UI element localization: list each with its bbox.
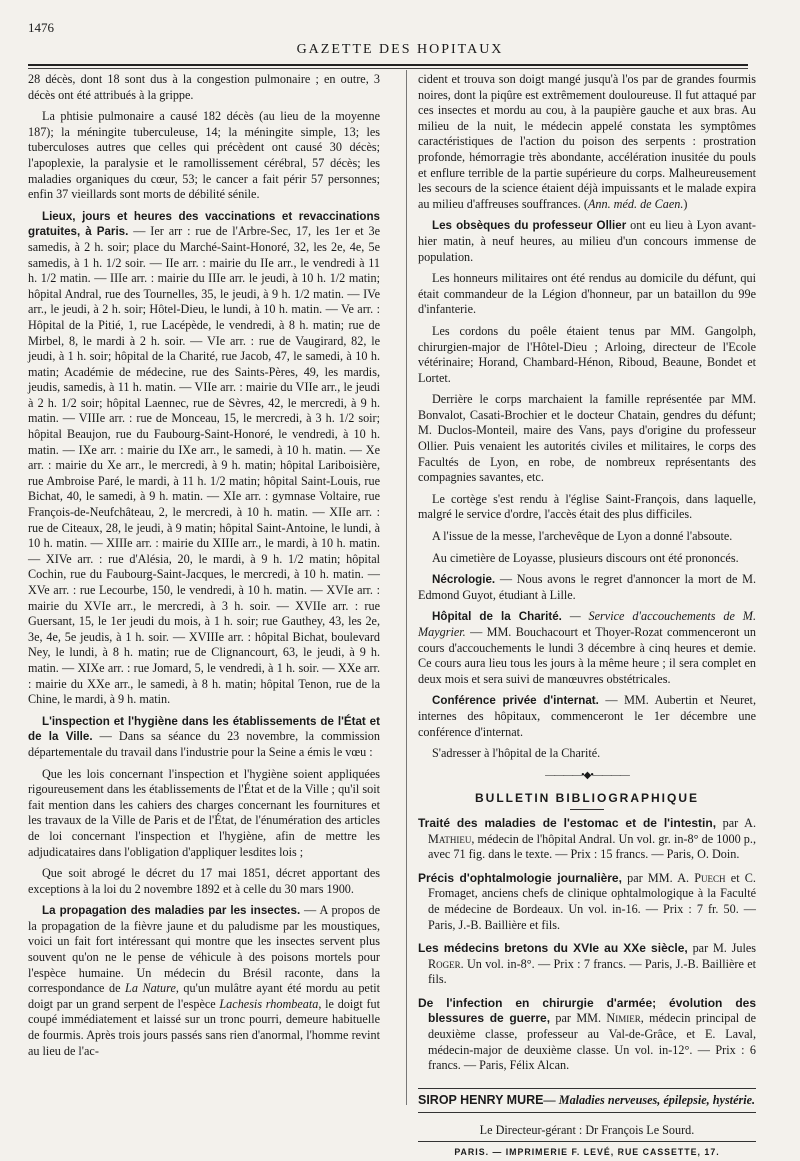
inspection-body: — Dans sa séance du 23 novembre, la commission départementale du travail dans l'industrie pour la Seine a émis le vœu : [28, 729, 380, 759]
necrology-body: — Nous avons le regret d'annoncer la mort de M. Edmond Guyot, étudiant à Lille. [418, 572, 756, 602]
magazine-title: La Nature [125, 981, 176, 996]
inspection-article [28, 714, 380, 761]
bib-text: par MM. A. [621, 870, 695, 885]
insects-article [28, 903, 380, 1059]
bib-title: Les médecins bretons du XVIe au XXe siècle, [418, 941, 688, 956]
ollier-paragraph-5: Le cortège s'est rendu à l'église Saint-François, dans laquelle, malgré le service d'ordre, l'accès était des plus difficiles. [418, 491, 756, 522]
ollier-paragraph-3: Les cordons du poêle étaient tenus par MM. Gangolph, chirurgien-major de l'Hôtel-Dieu ; Arloing, directeur de l'Ecole vétérinaire; Horand, Chambard-Hénon, Riboud, Beaune, Bondet et Lortet. [418, 323, 756, 385]
page-number: 1476 [28, 20, 54, 35]
insects-continuation [418, 72, 756, 212]
mortality-paragraph: 28 décès, dont 18 sont dus à la congestion pulmonaire ; en outre, 3 décès ont été attribués à la grippe. [28, 72, 380, 102]
tuberculosis-paragraph: La phtisie pulmonaire a causé 182 décès (au lieu de la moyenne 187); la méningite tuberculeuse, 14; la méningite simple, 13; les tuberculoses autres que celles qui précèdent ont causé 30 décès; l'apoplexie, la paralysie et le ramollissement cérébral, 57 décès; les maladies organiques du cœur, 53; le cancer a fait périr 57 personnes; enfin 37 vieillards sont morts de débilité sénile. [28, 109, 380, 202]
ollier-body: ont eu lieu à Lyon avant-hier matin, à neuf heures, au milieu d'un concours immense de population. [418, 218, 756, 264]
vaccination-body: — Ier arr : rue de l'Arbre-Sec, 17, les 1er et 3e samedis, à 2 h. soir; place du Marché-Saint-Honoré, 32, les 2e, 4e, 5e samedis, à 1 h. 1/2 soir. — IIe arr. : mairie du IIe arr., le vendredi à 11 h. 1/2 matin. — IIIe arr. : mairie du IIIe arr. le jeudi, à 10 h. 1/2 matin; hôpital Andral, rue des Tournelles, 35, le jeudi, à 9 h. 1/2 matin. — IVe arr., le jeudi, à 2 h. soir; Hôtel-Dieu, le lundi, à 10 h. matin. — Ve arr. : Hôpital de la Pitié, 1, rue Lacépède, le vendredi, à 8 h. matin; rue de Mirbel, 8, le mardi à 2 h. soir. — VIe arr. : rue de Vaugirard, 82, le jeudi, à 1 h. soir; hôpital de la Charité, rue Jacob, 47, le samedi, à 10 h. matin; Académie de médecine, rue des Saints-Pères, 49, les mardis, jeudis, samedis, à 11 h. matin. — VIIe arr. : mairie du VIIe arr., le jeudi à 2 h. 1/2 soir; hôpital Laennec, rue de Sèvres, 42, le mercredi, à 9 h. matin. — VIIIe arr. : rue de Monceau, 15, le mercredi, à 3 h. 1/2 soir; hôpital Beaujon, rue du Faubourg-Saint-Honoré, le vendredi, à 10 h. matin. — IXe arr. : mairie du IXe arr., le samedi, à 10 h. matin. — Xe arr. : mairie du Xe arr., le mercredi, à 9 h. matin; hôpital Lariboisière, rue Ambroise Paré, le mardi, à 11 h. 1/2 matin; hôpital Saint-Louis, rue Bichat, 40, le samedi, à 9 h. matin. — XIe arr. : gymnase Voltaire, rue François-de-Neufchâteau, 2, le mercredi, à 10 h. matin. — XIIe arr. : rue de Citeaux, 28, le jeudi, à 9 matin; hôpital Saint-Antoine, le lundi, à 10 h. matin. — XIIIe arr. : mairie du XIIIe arr., le mardi, à 10 h. matin. — XIVe arr. : rue d'Alésia, 20, le mardi, à 9 h. 1/2 matin; hôpital Cochin, rue du Faubourg-Saint-Jacques, le mercredi, à 10 h. matin. — XVe arr. : rue Lecourbe, 150, le vendredi, à 10 h. matin. — XVIe arr. : mairie du XVIe arr., le mercredi, à 3 h. soir. — XVIIe arr. : rue Guersant, 15, le 1er jeudi du mois, à 1 h. soir; rue Gauthey, 43, les 2e, 3e, 4e, 5e jeudis, à 1 h. soir. — XVIIIe arr. : hôpital Bichat, boulevard Ney, le lundi, à 8 h. matin; rue de Clignancourt, 63, le jeudi, à 9 h. matin. — XIXe arr. : rue Jomard, 5, le vendredi, à 1 h. soir. — XXe arr. : mairie du XXe arr., le samedi, à 8 h. matin; hôpital Tenon, rue de la Chine, le mardi, à 9 h. matin. [28, 224, 381, 707]
continuation-text: cident et trouva son doigt mangé jusqu'à l'os par de grandes fourmis noires, dont la piqûre est extrêmement douloureuse. Il fut attaqué par ces insectes et mordu au cou, à la paupière gauche et aux bras. Au milieu de la nuit, le médecin appelé constata les symptômes caractéristiques de l'action du poison des serpents : prostration profonde, hémorragie très abondante, accélération inusitée du pouls et enflure terrible de la partie supérieure du corps. Malheureusement les secours de la science étaient déjà impuissants et le malade expira au milieu d'affreuses souffrances. ( [418, 72, 756, 211]
insects-body-2: , qu'un mulâtre ayant été mordu au petit doigt par un grand serpent de l'espèce [28, 981, 380, 1011]
bib-author: Roger [428, 956, 461, 971]
citation-close: ) [683, 196, 688, 211]
ornament-divider: ————•◆•———— [545, 769, 629, 781]
ollier-paragraph-2: Les honneurs militaires ont été rendus au domicile du défunt, qui était commandeur de la Légion d'honneur, par un bataillon du 99e d'infanterie. [418, 271, 756, 317]
insects-body: — A propos de la propagation de la fièvre jaune et du paludisme par les moustiques, voici un fait fort intéressant qui montre que les insectes servent plus souvent qu'on ne le pense de véhicule à des poisons mortels pour l'espèce humaine. Un médecin du Brésil raconte, dans la correspondance de [28, 903, 380, 996]
insects-heading: La propagation des maladies par les insectes. [42, 904, 301, 918]
bulletin-title: BULLETIN BIBLIOGRAPHIQUE [475, 791, 699, 806]
bib-author: Puech [694, 870, 726, 885]
conference-paragraph-2: S'adresser à l'hôpital de la Charité. [432, 746, 601, 761]
vaccination-heading: Lieux, jours et heures des vaccinations et revaccinations gratuites, à Paris. [28, 209, 380, 239]
charite-body: — MM. Bouchacourt et Thoyer-Rozat commenceront un cours d'accouchements le lundi 3 décembre à cinq heures et demie. Ce cours aura lieu tous les jours à la même heure ; il sera complet en deux mois et sera suivi de manœuvres obstétricales. [418, 625, 756, 686]
inspection-paragraph-3: Que soit abrogé le décret du 17 mai 1851, décret apportant des exceptions à la loi du 2 novembre 1892 et à celle du 30 mars 1900. [28, 866, 380, 896]
sirop-tagline: — Maladies nerveuses, épilepsie, hystérie. [543, 1092, 756, 1107]
bib-title: Précis d'ophtalmologie journalière, [418, 870, 622, 885]
bulletin-rule [570, 809, 604, 810]
ollier-article [418, 218, 756, 265]
journal-title: GAZETTE DES HOPITAUX [296, 42, 504, 57]
citation: Ann. méd. de Caen. [587, 196, 684, 211]
charite-article [418, 609, 756, 687]
column-divider [406, 70, 407, 1105]
ollier-paragraph-7: Au cimetière de Loyasse, plusieurs discours ont été prononcés. [432, 550, 739, 565]
bib-entry-4 [418, 996, 756, 1074]
conference-heading: Conférence privée d'internat. [432, 694, 599, 708]
ollier-heading: Les obsèques du professeur Ollier [432, 219, 627, 233]
bib-text: par MM. [550, 1011, 607, 1026]
printer-line: PARIS. — IMPRIMERIE F. LEVÉ, RUE CASSETTE, 17. [454, 1147, 720, 1158]
bib-author: Nimier [606, 1011, 641, 1026]
inspection-paragraph-2: Que les lois concernant l'inspection et l'hygiène soient appliquées rigoureusement dans les établissements de l'État et de la Ville ; qu'il soit fait mention dans les cahiers des charges concernant les fournitures et les travaux de la Ville de Paris et de l'État, de l'énumération des articles de loi concernant l'inspection et l'hygiène, afin de mettre les adjudicataires dans l'obligation d'appliquer lesdites lois ; [28, 766, 380, 859]
sirop-brand: SIROP HENRY MURE [418, 1092, 544, 1107]
charite-heading: Hôpital de la Charité. [432, 610, 562, 624]
bib-text: par A. [716, 815, 756, 830]
bib-title: Traité des maladies de l'estomac et de l'intestin, [418, 815, 717, 830]
insects-body-3: , le doigt fut coupé immédiatement et laissé sur un tronc pourri, demeure habituelle de fourmis. Après trois jours passés sans rien d'anormal, l'homme revint au lieu de l'ac- [28, 996, 381, 1058]
conference-body: — MM. Aubertin et Neuret, internes des hôpitaux, commenceront le 1er décembre une conférence d'internat. [418, 693, 756, 739]
bib-text: , médecin principal de deuxième classe, professeur au Val-de-Grâce, et E. Laval, médecin-major de deuxième classe. Un vol. in-12°. — Prix : 6 francs. — Paris, Félix Alcan. [428, 1011, 756, 1073]
bib-title: De l'infection en chirurgie d'armée; évolution des blessures de guerre, [418, 995, 756, 1026]
charite-subheading: — Service d'accouchements de M. Maygrier. [418, 609, 756, 639]
bib-text: par M. Jules [687, 941, 757, 956]
necrology-article [418, 572, 756, 603]
species-name: Lachesis rhombeata [219, 996, 319, 1011]
conference-article [418, 693, 756, 740]
header-rule-thin [28, 68, 748, 69]
bib-text: , médecin de l'hôpital Andral. Un vol. gr. in-8° de 1000 p., avec 71 fig. dans le texte. — Prix : 15 francs. — Paris, O. Doin. [428, 831, 756, 862]
left-column [28, 72, 380, 1065]
ollier-paragraph-6: A l'issue de la messe, l'archevêque de Lyon a donné l'absoute. [432, 529, 733, 544]
bib-entry-3 [418, 941, 756, 988]
necrology-heading: Nécrologie. [432, 573, 496, 587]
ollier-paragraph-4: Derrière le corps marchaient la famille représentée par MM. Bonvalot, Casati-Brochier et le docteur Chatain, gendres du défunt; M. Duclos-Monteil, maire des Vans, pays d'origine du professeur Ollier. Puis venaient les autorités civiles et militaires, le corps des Facultés de Lyon, en robe, de nombreux représentants des compagnies savantes, etc. [418, 392, 756, 485]
sirop-advertisement [418, 1088, 756, 1114]
bib-text: et C. Fromaget, anciens chefs de clinique ophtalmologique à la Faculté de médecine de Bordeaux. Un vol. in-16. — Prix : 7 fr. 50. — Paris, J.-B. Baillière et fils. [428, 870, 756, 932]
right-column [418, 72, 756, 1161]
bib-author: Mathieu [428, 831, 472, 846]
header-rule [28, 64, 748, 66]
inspection-heading: L'inspection et l'hygiène dans les établissements de l'État et de la Ville. [28, 714, 380, 744]
bib-text: . Un vol. in-8°. — Prix : 7 francs. — Paris, J.-B. Baillière et fils. [428, 956, 756, 987]
bib-entry-1 [418, 816, 756, 863]
vaccination-article [28, 209, 380, 708]
director-line: Le Directeur-gérant : Dr François Le Sourd. [418, 1123, 756, 1142]
bib-entry-2 [418, 871, 756, 933]
